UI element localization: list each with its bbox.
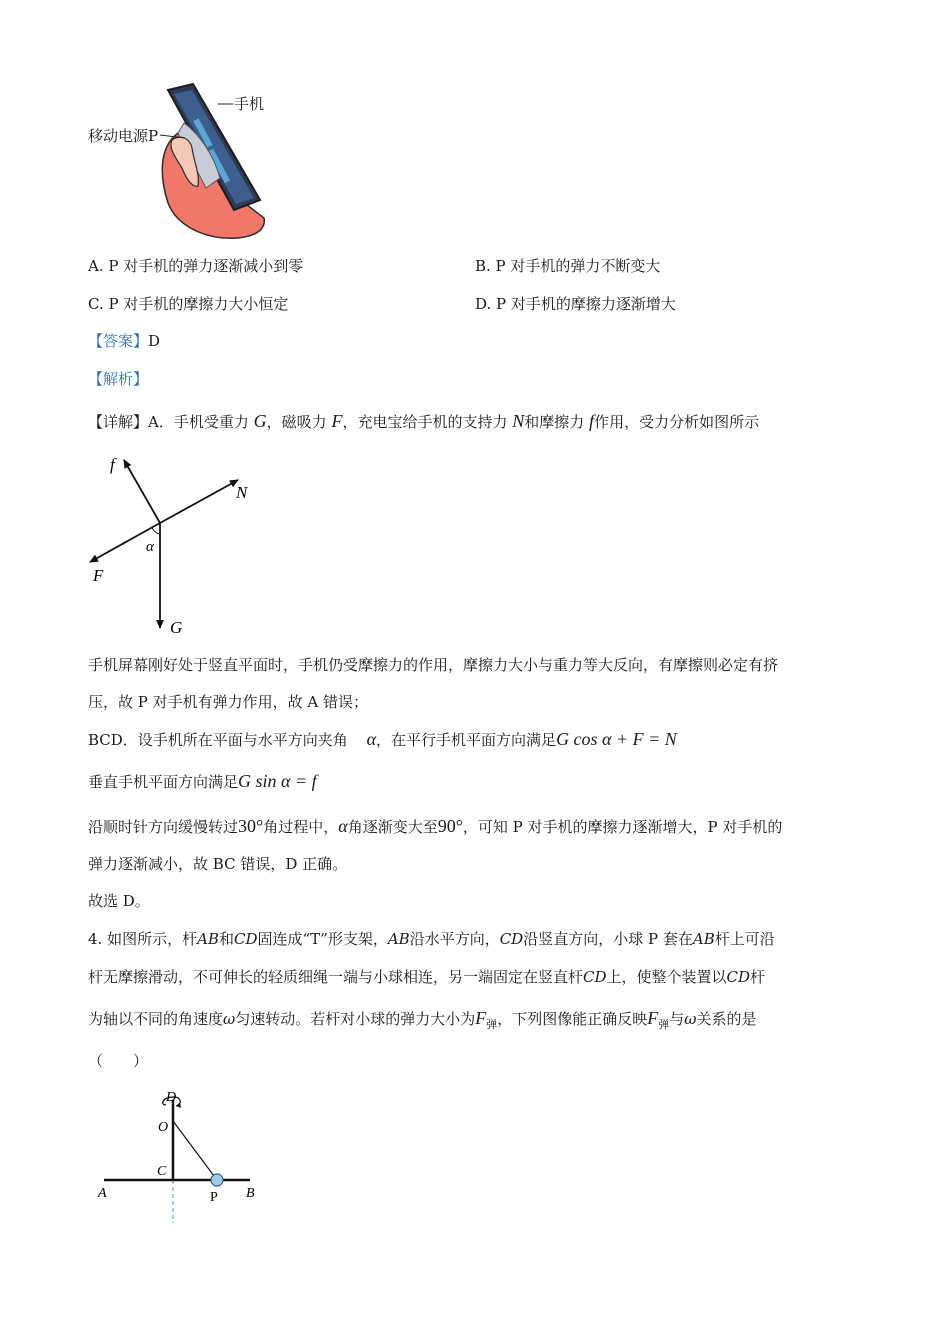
detail-tag: 【详解】 <box>88 413 149 431</box>
label-D: D <box>166 1090 177 1105</box>
option-b: B. P 对手机的弹力不断变大 <box>475 257 661 275</box>
symbol-F-elastic <box>475 1008 498 1031</box>
equation-2: G sin α = f <box>238 771 317 791</box>
label-AB: AB <box>387 930 410 948</box>
paragraph-text: 沿顺时针方向缓慢转过 <box>88 818 239 836</box>
label-CD: CD <box>499 930 524 948</box>
paragraph-5-line-1 <box>88 816 782 837</box>
q4-text: 匀速转动。若杆对小球的弹力大小为 <box>235 1010 476 1028</box>
paragraph-5-line-2: 弹力逐渐减小，故 BC 错误，D 正确。 <box>88 855 348 873</box>
symbol-N: N <box>512 411 525 431</box>
force-diagram <box>80 448 280 643</box>
value-30-degrees: 30° <box>238 816 264 836</box>
q4-line-1 <box>88 929 775 949</box>
label-O: O <box>158 1120 169 1135</box>
q4-line-3 <box>88 1008 757 1035</box>
analysis-tag: 【解析】 <box>88 370 149 388</box>
q4-text: 上，使整个装置以 <box>606 968 727 986</box>
option-c: C. P 对手机的摩擦力大小恒定 <box>88 295 289 313</box>
paragraph-4 <box>88 771 317 792</box>
subscript-elastic: 弹 <box>658 1019 670 1031</box>
subscript-elastic: 弹 <box>486 1019 498 1031</box>
q4-text: 杆 <box>750 968 766 986</box>
detail-text: ，磁吸力 <box>266 413 327 431</box>
detail-text: ，充电宝给手机的支持力 <box>342 413 508 431</box>
ball-P <box>211 1174 223 1186</box>
q4-text: 和 <box>218 930 234 948</box>
answer-line <box>88 331 160 351</box>
symbol-f: f <box>589 411 595 431</box>
force-arrow-N <box>160 480 238 523</box>
q4-text: 关系的是 <box>696 1010 757 1028</box>
label-CD: CD <box>726 968 751 986</box>
q4-answer-paren: （ ） <box>88 1052 149 1070</box>
label-A: A <box>98 1186 107 1201</box>
label-AB: AB <box>692 930 715 948</box>
label-G: G <box>170 618 183 637</box>
symbol-alpha-2: α <box>338 816 348 836</box>
paragraph-text: 垂直手机平面方向满足 <box>88 773 239 791</box>
symbol-F: F <box>331 411 343 431</box>
angle-arc <box>152 528 160 534</box>
label-N: N <box>236 483 248 502</box>
paragraph-text: 角过程中， <box>263 818 339 836</box>
q4-text: 杆上可沿 <box>714 930 775 948</box>
q4-text: 4. 如图所示，杆 <box>88 930 198 948</box>
label-CD: CD <box>233 930 258 948</box>
label-F: F <box>93 566 104 585</box>
q4-text: 固连成“T”形支架， <box>257 930 388 948</box>
detail-text: A．手机受重力 <box>148 413 249 431</box>
q4-text: 与 <box>669 1010 685 1028</box>
paragraph-3 <box>88 729 677 750</box>
paragraph-2-line-1: 手机屏幕刚好处于竖直平面时，手机仍受摩擦力的作用，摩擦力大小与重力等大反向，有摩擦则必定有挤 <box>88 656 779 674</box>
q4-line-2 <box>88 967 765 987</box>
label-power-bank: 移动电源P <box>88 127 159 145</box>
paragraph-text: ，在平行手机平面方向满足 <box>376 731 557 749</box>
force-arrow-f <box>124 460 160 523</box>
detail-line-1 <box>88 411 759 432</box>
label-B: B <box>246 1186 255 1201</box>
symbol-F: F <box>647 1008 659 1028</box>
label-CD: CD <box>583 968 607 986</box>
paragraph-2-line-2: 压，故 P 对手机有弹力作用，故 A 错误； <box>88 693 368 711</box>
label-AB: AB <box>197 930 219 948</box>
label-alpha: α <box>146 539 154 555</box>
symbol-F: F <box>475 1008 487 1028</box>
q4-text: 沿水平方向， <box>409 930 500 948</box>
symbol-G: G <box>253 411 267 431</box>
paragraph-text: ，可知 P 对手机的摩擦力逐渐增大，P 对手机的 <box>462 818 783 836</box>
value-90-degrees: 90° <box>437 816 463 836</box>
detail-text: 作用，受力分析如图所示 <box>594 413 760 431</box>
answer-tag: 【答案】 <box>88 332 149 350</box>
label-f: f <box>110 455 115 474</box>
label-P: P <box>210 1190 218 1205</box>
t-bracket-figure <box>90 1085 270 1235</box>
q4-text: 杆无摩擦滑动，不可伸长的轻质细绳一端与小球相连，另一端固定在竖直杆 <box>88 968 584 986</box>
equation-1: G cos α + F = N <box>556 729 677 749</box>
paragraph-6: 故选 D。 <box>88 892 150 910</box>
paragraph-text: 角逐渐变大至 <box>347 818 438 836</box>
label-C: C <box>157 1164 167 1179</box>
answer-value: D <box>148 332 161 350</box>
option-d: D. P 对手机的摩擦力逐渐增大 <box>475 295 676 313</box>
detail-text: 和摩擦力 <box>524 413 585 431</box>
symbol-F-elastic <box>647 1008 670 1031</box>
symbol-alpha: α <box>366 729 377 749</box>
q4-text: ，下列图像能正确反映 <box>497 1010 648 1028</box>
q4-text: 沿竖直方向，小球 P 套在 <box>523 930 693 948</box>
option-a: A. P 对手机的弹力逐渐减小到零 <box>88 257 304 275</box>
symbol-omega: ω <box>223 1010 236 1028</box>
string-OP <box>173 1121 217 1180</box>
paragraph-text: BCD．设手机所在平面与水平方向夹角 <box>88 731 348 749</box>
q4-text: 为轴以不同的角速度 <box>88 1010 224 1028</box>
symbol-omega: ω <box>684 1010 697 1028</box>
label-phone: 手机 <box>234 95 265 113</box>
